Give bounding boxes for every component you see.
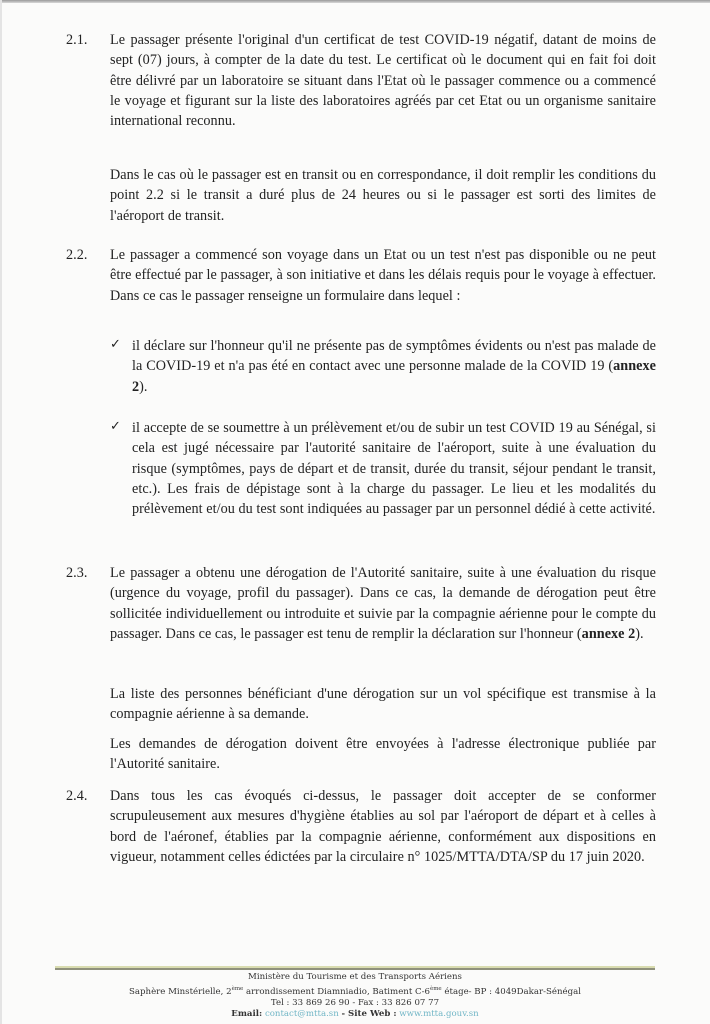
checkmark-icon: ✓ <box>110 419 121 434</box>
section-number: 2.1. <box>66 32 88 48</box>
letterhead-footer <box>50 972 660 1021</box>
section-paragraph: Le passager présente l'original d'un certificat de test COVID-19 négatif, datant de moins de sept (07) jours, à compter de la date du test. Le certificat où le document qui en fait foi doit être délivré par un laboratoire se situant dans l'Etat où le passager commence ou a commencé le voyage et figurant sur la liste des laboratoires agréés par cet Etat ou un organisme sanitaire international reconnu. <box>110 32 656 130</box>
paragraph-text: Dans le cas où le passager est en transit ou en correspondance, il doit remplir les conditions du point 2.2 si le transit a duré plus de 24 heures ou si le passager est sorti des limites de l'aéroport de transit. <box>110 167 656 224</box>
bullet-text: il accepte de se soumettre à un prélèvement et/ou de subir un test COVID 19 au Sénégal, si cela est jugé nécessaire par l'autorité sanitaire de l'aéroport, suite à une évaluation du risque (symptômes, pays de départ et de transit, durée du transit, séjour pendant le transit, etc.). Les frais de dépistage sont à la charge du passager. Le lieu et les modalités du prélèvement et/ou du test sont indiquées au passager par un personnel dédié à cette activité. <box>132 420 656 518</box>
section-paragraph: Le passager a obtenu une dérogation de l'Autorité sanitaire, suite à une évaluation du risque (urgence du voyage, profil du passager). Dans ce cas, la demande de dérogation peut être sollicitée individuellement ou introduite et suivie par la compagnie aérienne pour le compte du passager. Dans ce cas, le passager est tenu de remplir la déclaration sur l'honneur ( <box>110 565 656 642</box>
phone-fax: Tel : 33 869 26 90 - Fax : 33 826 07 77 <box>270 997 440 1008</box>
annex-reference: annexe 2 <box>581 625 636 642</box>
section-number: 2.4. <box>66 788 88 804</box>
ministry-address <box>50 984 660 998</box>
contact-line <box>50 1009 660 1021</box>
section-2-3 <box>66 563 656 644</box>
scan-top-edge <box>0 0 710 3</box>
ministry-name: Ministère du Tourisme et des Transports Aériens <box>248 972 462 982</box>
section-number: 2.2. <box>66 247 88 263</box>
email-label: Email: <box>231 1009 263 1020</box>
checkmark-icon: ✓ <box>110 337 121 352</box>
email-link[interactable]: contact@mtta.sn <box>264 1009 339 1020</box>
bullet-item <box>110 418 656 519</box>
bullet-text: il déclare sur l'honneur qu'il ne présente pas de symptômes évidents ou n'est pas malade de la COVID-19 et n'a pas été en contact avec une personne malade de la COVID 19 ( <box>132 338 656 375</box>
website-label: - Site Web : <box>341 1009 397 1020</box>
section-paragraph: Dans tous les cas évoqués ci-dessus, le passager doit accepter de se conformer scrupuleusement aux mesures d'hygiène établies au sol par l'aéroport de départ et à celles à bord de l'aéronef, établies par la compagnie aérienne, conformément aux dispositions en vigueur, notamment celles édictées par la circulaire n° 1025/MTTA/DTA/SP du 17 juin 2020. <box>110 788 656 865</box>
derogation-requests-paragraph <box>110 734 656 775</box>
paragraph-tail: ). <box>635 625 644 642</box>
section-paragraph: Le passager a commencé son voyage dans un Etat ou un test n'est pas disponible ou ne peut être effectué par le passager, à son initiative et dans les délais requis pour le voyage à effectuer. Dans ce cas le passager renseigne un formulaire dans lequel : <box>110 247 656 304</box>
section-2-1 <box>66 30 656 131</box>
footer-rule-dark <box>55 968 655 970</box>
annex-reference: annexe 2 <box>132 358 656 395</box>
section-2-4 <box>66 786 656 867</box>
address-part: Saphère Minstérielle, 2 <box>129 986 232 997</box>
transit-paragraph <box>110 165 656 226</box>
paragraph-text: La liste des personnes bénéficiant d'une dérogation sur un vol spécifique est transmise à la compagnie aérienne à sa demande. <box>110 686 656 723</box>
section-2-2 <box>66 245 656 306</box>
ordinal-suffix: ème <box>231 985 244 992</box>
derogation-list-paragraph <box>110 684 656 725</box>
bullet-item <box>110 336 656 397</box>
scan-left-edge <box>0 0 2 1024</box>
bullet-tail: ). <box>139 378 148 395</box>
ordinal-suffix: ème <box>429 985 442 992</box>
address-part: étage- BP : 4049Dakar-Sénégal <box>441 986 581 997</box>
website-link[interactable]: www.mtta.gouv.sn <box>399 1009 479 1020</box>
paragraph-text: Les demandes de dérogation doivent être envoyées à l'adresse électronique publiée par l'Autorité sanitaire. <box>110 736 656 773</box>
section-number: 2.3. <box>66 565 88 581</box>
address-part: arrondissement Diamniadio, Batiment C-6 <box>243 986 430 997</box>
